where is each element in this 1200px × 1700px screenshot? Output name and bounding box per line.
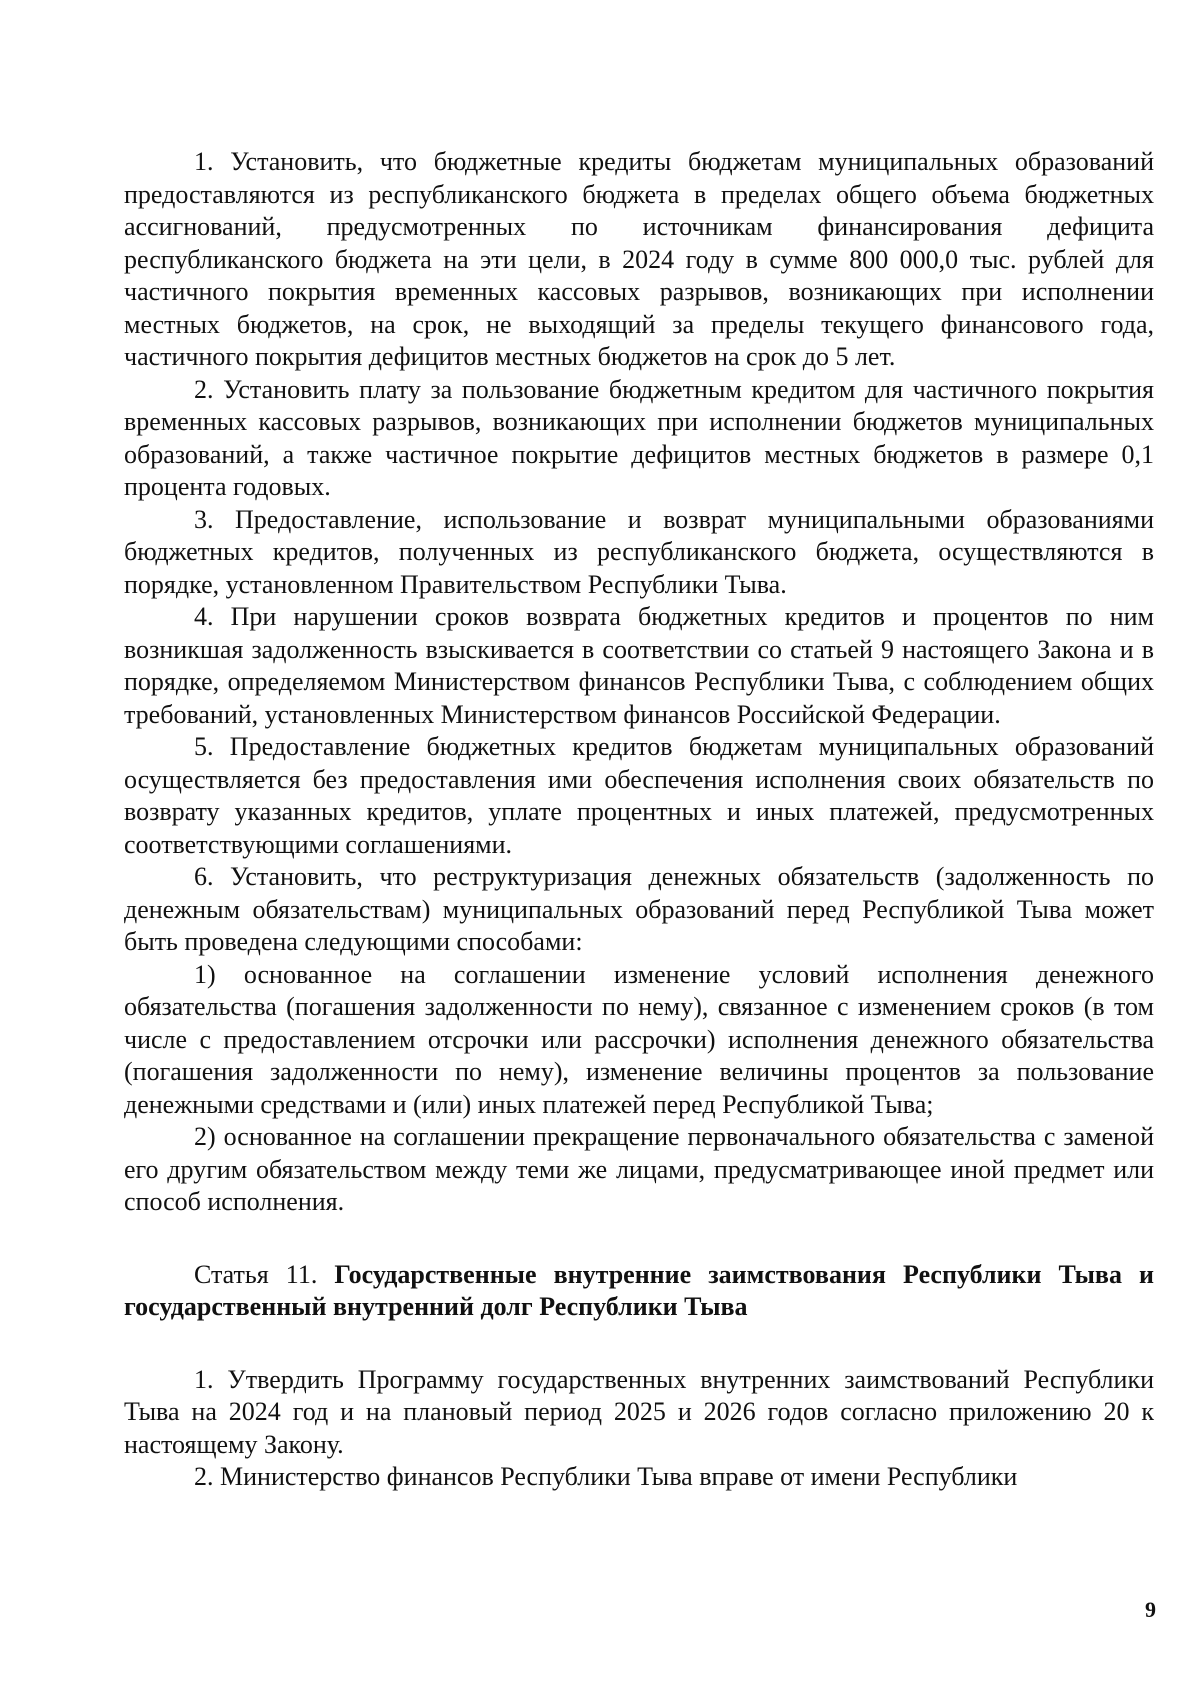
article-title: Государственные внутренние заимствования Республики Тыва и государственный внутренний долг Республики Тыва [124,1259,1154,1321]
paragraph-2: 2. Установить плату за пользование бюджетным кредитом для частичного покрытия временных кассовых разрывов, возникающих при исполнении бюджетов муниципальных образований, а также частичное покрытие дефицитов местных бюджетов в размере 0,1 процента годовых. [124,374,1154,501]
paragraphs-bottom [124,1364,1154,1494]
article-heading [124,1259,1154,1324]
subparagraph-1: 1) основанное на соглашении изменение условий исполнения денежного обязательства (погашения задолженности по нему), связанное с изменением сроков (в том числе с предоставлением отсрочки или рассрочки) исполнения денежного обязательства (погашения задолженности по нему), изменение величины процентов за пользование денежными средствами и (или) иных платежей перед Республикой Тыва; [124,959,1154,1119]
document-page [124,146,1154,1494]
page-number: 9 [1145,1597,1156,1622]
paragraph-1: 1. Установить, что бюджетные кредиты бюджетам муниципальных образований предоставляются из республиканского бюджета в пределах общего объема бюджетных ассигнований, предусмотренных по источникам финансирования дефицита республиканского бюджета на эти цели, в 2024 году в сумме 800 000,0 тыс. рублей для частичного покрытия временных кассовых разрывов, возникающих при исполнении местных бюджетов, на срок, не выходящий за пределы текущего финансового года, частичного покрытия дефицитов местных бюджетов на срок до 5 лет. [124,147,1154,371]
paragraph-6: 6. Установить, что реструктуризация денежных обязательств (задолженность по денежным обязательствам) муниципальных образований перед Республикой Тыва может быть проведена следующими способами: [124,862,1154,956]
paragraph-3: 3. Предоставление, использование и возврат муниципальными образованиями бюджетных кредитов, полученных из республиканского бюджета, осуществляются в порядке, установленном Правительством Республики Тыва. [124,504,1154,599]
paragraphs-top [124,146,1154,1219]
article-prefix: Статья 11. [194,1259,335,1289]
article-paragraph-2: 2. Министерство финансов Республики Тыва вправе от имени Республики [194,1462,1018,1491]
paragraph-5: 5. Предоставление бюджетных кредитов бюджетам муниципальных образований осуществляется без предоставления ими обеспечения исполнения своих обязательств по возврату указанных кредитов, уплате процентных и иных платежей, предусмотренных соответствующими соглашениями. [124,732,1154,859]
paragraph-4: 4. При нарушении сроков возврата бюджетных кредитов и процентов по ним возникшая задолженность взыскивается в соответствии со статьей 9 настоящего Закона и в порядке, определяемом Министерством финансов Республики Тыва, с соблюдением общих требований, установленных Министерством финансов Российской Федерации. [124,602,1154,729]
article-paragraph-1: 1. Утвердить Программу государственных внутренних заимствований Республики Тыва на 2024 год и на плановый период 2025 и 2026 годов согласно приложению 20 к настоящему Закону. [124,1364,1154,1459]
subparagraph-2: 2) основанное на соглашении прекращение первоначального обязательства с заменой его другим обязательством между теми же лицами, предусматривающее иной предмет или способ исполнения. [124,1122,1154,1216]
